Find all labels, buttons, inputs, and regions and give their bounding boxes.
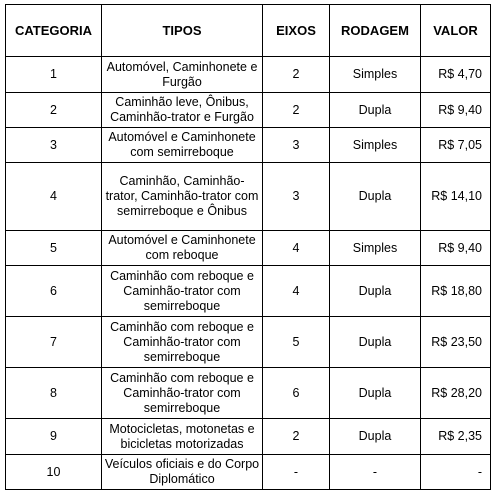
cell-rodagem: - [330, 455, 421, 490]
cell-rodagem: Simples [330, 231, 421, 266]
cell-tipos: Automóvel e Caminhonete com semirreboque [102, 128, 263, 163]
cell-rodagem: Simples [330, 57, 421, 93]
cell-valor: R$ 4,70 [421, 57, 491, 93]
table-row [6, 163, 491, 231]
cell-eixos: 2 [263, 93, 330, 128]
table-row [6, 231, 491, 266]
cell-valor: R$ 28,20 [421, 368, 491, 419]
cell-rodagem: Dupla [330, 317, 421, 368]
cell-categoria: 1 [6, 57, 102, 93]
cell-tipos: Caminhão com reboque e Caminhão-trator com semirreboque [102, 368, 263, 419]
header-row [6, 5, 491, 57]
cell-eixos: 4 [263, 266, 330, 317]
cell-eixos: 6 [263, 368, 330, 419]
cell-tipos: Caminhão com reboque e Caminhão-trator com semirreboque [102, 317, 263, 368]
cell-tipos: Motocicletas, motonetas e bicicletas motorizadas [102, 419, 263, 455]
cell-categoria: 9 [6, 419, 102, 455]
header-eixos: EIXOS [263, 5, 330, 57]
header-tipos: TIPOS [102, 5, 263, 57]
cell-tipos: Automóvel e Caminhonete com reboque [102, 231, 263, 266]
cell-valor: R$ 7,05 [421, 128, 491, 163]
cell-valor: R$ 2,35 [421, 419, 491, 455]
table-row [6, 317, 491, 368]
cell-valor: R$ 9,40 [421, 231, 491, 266]
cell-valor: R$ 18,80 [421, 266, 491, 317]
table-row [6, 57, 491, 93]
cell-valor: R$ 23,50 [421, 317, 491, 368]
cell-tipos: Caminhão leve, Ônibus, Caminhão-trator e Furgão [102, 93, 263, 128]
cell-eixos: - [263, 455, 330, 490]
cell-categoria: 10 [6, 455, 102, 490]
table-row [6, 368, 491, 419]
table-row [6, 266, 491, 317]
cell-eixos: 2 [263, 419, 330, 455]
toll-rates-table [5, 4, 491, 490]
cell-categoria: 4 [6, 163, 102, 231]
header-categoria: CATEGORIA [6, 5, 102, 57]
cell-rodagem: Dupla [330, 93, 421, 128]
cell-rodagem: Simples [330, 128, 421, 163]
table-row [6, 455, 491, 490]
cell-eixos: 5 [263, 317, 330, 368]
cell-tipos: Automóvel, Caminhonete e Furgão [102, 57, 263, 93]
cell-eixos: 4 [263, 231, 330, 266]
cell-rodagem: Dupla [330, 266, 421, 317]
table-row [6, 128, 491, 163]
cell-categoria: 5 [6, 231, 102, 266]
cell-eixos: 3 [263, 128, 330, 163]
cell-rodagem: Dupla [330, 163, 421, 231]
cell-tipos: Caminhão, Caminhão-trator, Caminhão-trator com semirreboque e Ônibus [102, 163, 263, 231]
header-rodagem: RODAGEM [330, 5, 421, 57]
cell-valor: R$ 9,40 [421, 93, 491, 128]
cell-categoria: 8 [6, 368, 102, 419]
cell-tipos: Veículos oficiais e do Corpo Diplomático [102, 455, 263, 490]
cell-eixos: 3 [263, 163, 330, 231]
cell-categoria: 3 [6, 128, 102, 163]
cell-valor: R$ 14,10 [421, 163, 491, 231]
cell-categoria: 6 [6, 266, 102, 317]
cell-categoria: 7 [6, 317, 102, 368]
cell-rodagem: Dupla [330, 368, 421, 419]
header-valor: VALOR [421, 5, 491, 57]
cell-tipos: Caminhão com reboque e Caminhão-trator com semirreboque [102, 266, 263, 317]
table-row [6, 93, 491, 128]
cell-valor: - [421, 455, 491, 490]
table-row [6, 419, 491, 455]
cell-categoria: 2 [6, 93, 102, 128]
cell-rodagem: Dupla [330, 419, 421, 455]
cell-eixos: 2 [263, 57, 330, 93]
